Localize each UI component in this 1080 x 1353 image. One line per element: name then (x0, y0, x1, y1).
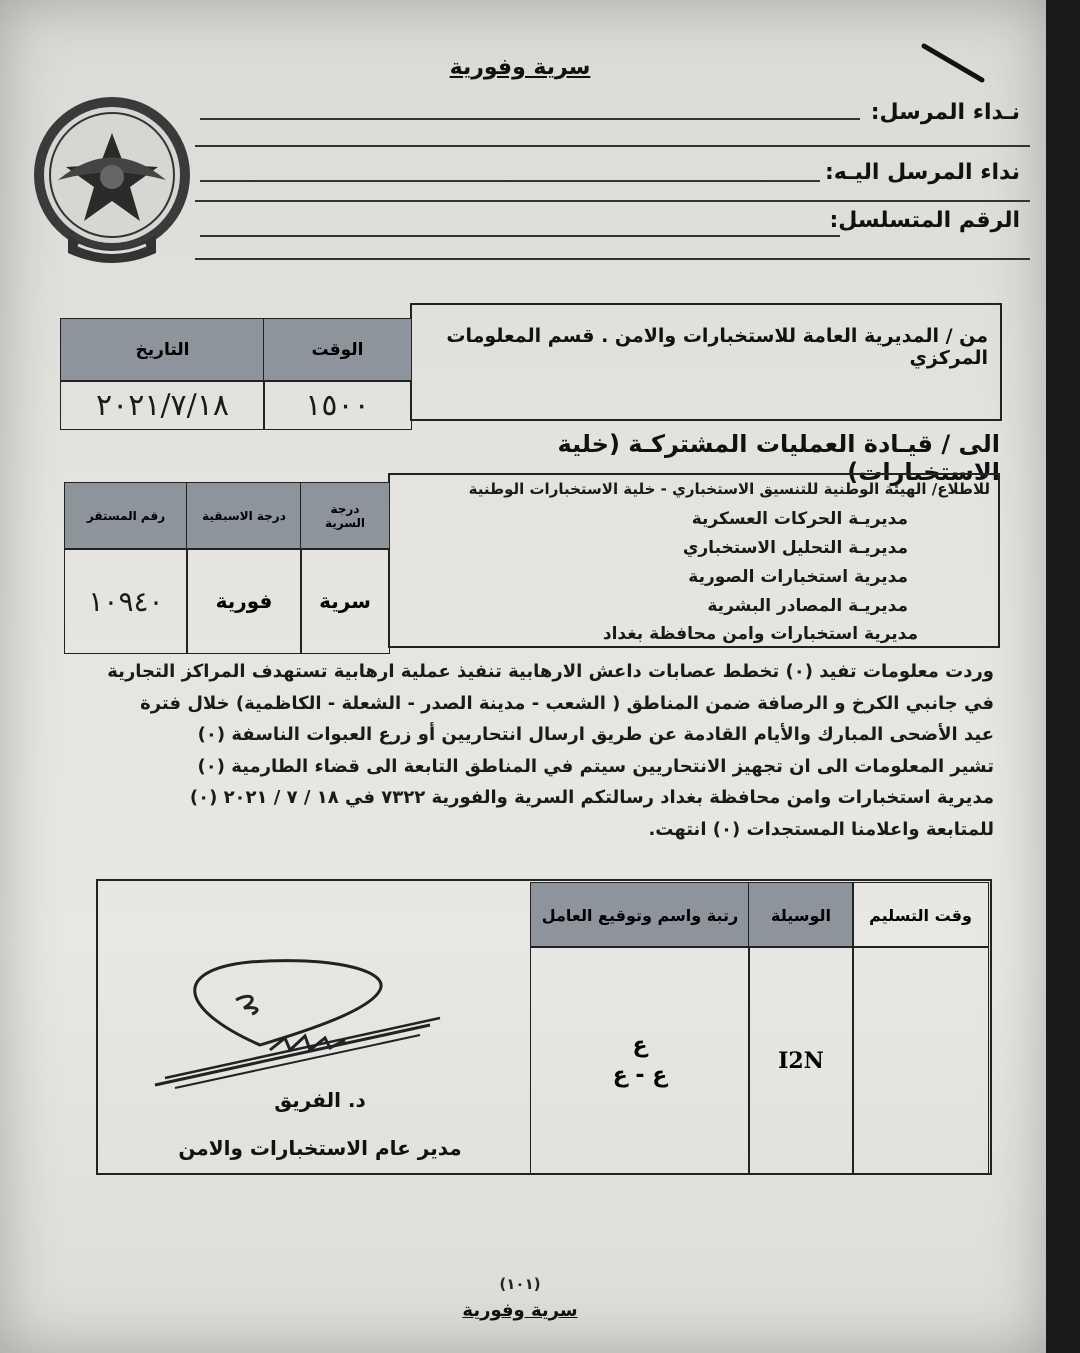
info-line: مديريـة التحليل الاستخباري (682, 538, 908, 558)
operator-cell (530, 946, 750, 1175)
info-line: مديرية استخبارات الصورية (688, 567, 908, 587)
info-line: مديريـة الحركات العسكرية (691, 509, 908, 529)
signer-title: مدير عام الاستخبارات والامن (178, 1136, 462, 1160)
secrecy-value: سرية (300, 548, 390, 654)
to-line: الى / قيـادة العمليات المشتركـة (خلية الاستخبارات) (557, 430, 1000, 486)
classification-top: سرية وفورية (449, 55, 591, 80)
body-line: تشير المعلومات الى ان تجهيز الانتحاريين سيتم في المناطق التابعة الى قضاء الطارمية (٠) (197, 755, 994, 777)
classification-bottom: سرية وفورية (462, 1300, 578, 1321)
time-value: ١٥٠٠ (263, 380, 412, 430)
info-box (388, 473, 1000, 648)
page-number: (١٠١) (499, 1275, 541, 1293)
body-paragraph (64, 656, 994, 845)
from-text: من / المديرية العامة للاستخبارات والامن . قسم المعلومات المركزي (446, 325, 988, 369)
signer-name: د. الفريق (274, 1088, 366, 1112)
method-header: الوسيلة (748, 882, 854, 948)
security-seal-icon (28, 95, 196, 273)
info-line: للاطلاع/ الهيئة الوطنية للتنسيق الاستخباري - خلية الاستخبارات الوطنية (468, 480, 990, 498)
body-line: في جانبي الكرخ و الرصافة ضمن المناطق ( الشعب - مدينة الصدر - الشعلة - الكاظمية) خلال فترة (140, 692, 994, 714)
sender-call-label: نـداء المرسل: (870, 100, 1020, 125)
pen-stroke-mark (920, 40, 990, 85)
info-line: مديرية استخبارات وامن محافظة بغداد (602, 624, 918, 644)
method-value: I2N (748, 946, 854, 1175)
date-value: ٢٠٢١/٧/١٨ (60, 380, 265, 430)
operator-header: رتبة واسم وتوقيع العامل (530, 882, 750, 948)
from-box (410, 303, 1002, 421)
body-line: عيد الأضحى المبارك والأيام القادمة عن طريق ارسال انتحاريين أو زرع العبوات الناسفة (٠) (197, 724, 994, 745)
body-line: للمتابعة واعلامنا المستجدات (٠) انتهت. (648, 818, 994, 840)
time-header: الوقت (263, 318, 412, 382)
priority-value: فورية (186, 548, 302, 654)
delivery-time-value (852, 946, 989, 1175)
delivery-time-header: وقت التسليم (852, 882, 989, 948)
secrecy-header: درجة السرية (300, 482, 390, 550)
info-line: مديريـة المصادر البشرية (707, 596, 908, 616)
serial-label: الرقم المتسلسل: (829, 208, 1020, 233)
recipient-call-label: نداء المرسل اليـه: (824, 160, 1020, 185)
sequence-value: ١٠٩٤٠ (64, 548, 188, 654)
priority-header: درجة الاسبقية (186, 482, 302, 550)
body-line: مديرية استخبارات وامن محافظة بغداد رسالتكم السرية والفورية ٧٣٢٢ في ١٨ / ٧ / ٢٠٢١ (٠) (189, 787, 994, 808)
operator-value-2: ع - ع (612, 1062, 668, 1088)
operator-value-1: ع (632, 1032, 648, 1058)
body-line: وردت معلومات تفيد (٠) تخطط عصابات داعش الارهابية تنفيذ عملية ارهابية تستهدف المراكز التجارية (107, 661, 994, 682)
date-header: التاريخ (60, 318, 265, 382)
sequence-header: رقم المستقر (64, 482, 188, 550)
handwritten-signature (140, 950, 450, 1100)
